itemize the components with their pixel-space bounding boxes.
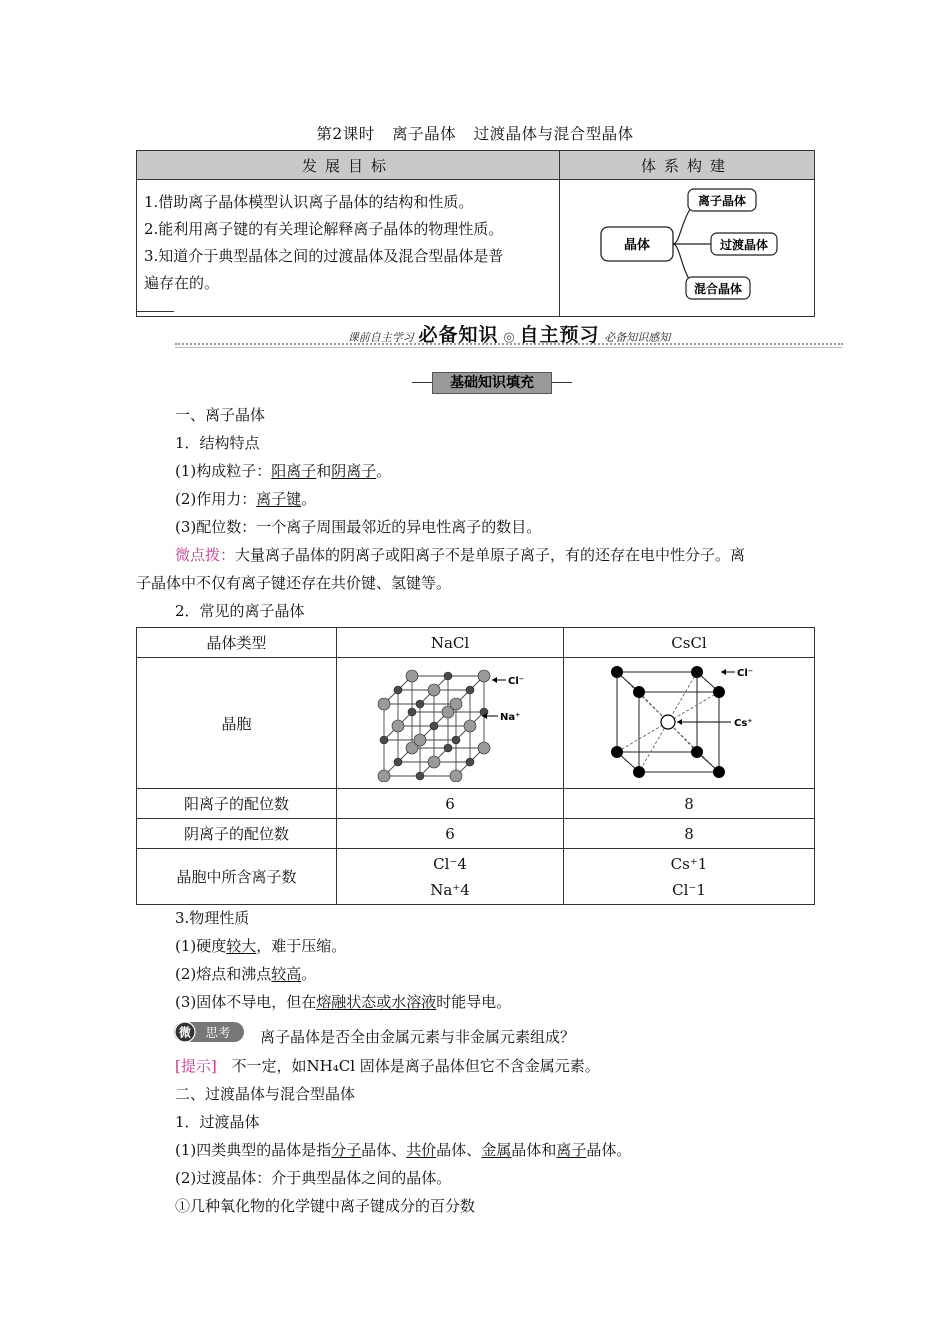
line-four-types: (1)四类典型的晶体是指分子晶体、共价晶体、金属晶体和离子晶体。	[175, 1141, 632, 1159]
page-title	[0, 122, 950, 144]
system-diagram	[561, 181, 813, 315]
na-ion	[452, 736, 460, 744]
blank-covalent: 共价	[406, 1141, 437, 1159]
hint-line: [提示] 不一定，如NH₄Cl 固体是离子晶体但它不含金属元素。	[175, 1057, 600, 1075]
cl-ion	[478, 670, 490, 682]
tip-line-2: 子晶体中不仅有离子键还存在共价键、氢键等。	[136, 574, 452, 592]
line-particles: (1)构成粒子：阳离子和阴离子。	[175, 462, 392, 480]
na-ion	[466, 758, 474, 766]
cell-nacl-count-cl: Cl⁻4	[433, 854, 467, 873]
na-ion	[416, 772, 424, 780]
micro-badge-char: 微	[178, 1025, 192, 1040]
na-ion	[466, 686, 474, 694]
cell-cscl-count-cs: Cs⁺1	[670, 854, 708, 873]
cl-ion	[378, 770, 390, 782]
goal-item: 3.知道介于典型晶体之间的过渡晶体及混合型晶体是普	[144, 247, 504, 265]
goal-item: 遍存在的。	[144, 274, 220, 292]
cl-ion	[478, 742, 490, 754]
blank-cation: 阳离子	[271, 462, 317, 480]
crystal-table	[136, 627, 815, 905]
cell-nacl-count-na: Na⁺4	[430, 880, 470, 899]
lesson-number: 第2课时	[316, 125, 375, 143]
cl-ion	[406, 670, 418, 682]
blank-ionic-bond: 离子键	[256, 490, 302, 508]
blank-hardness: 较大	[226, 937, 257, 955]
micro-question: 离子晶体是否全由金属元素与非金属元素组成？	[260, 1028, 576, 1046]
header-system: 体系构建	[560, 151, 815, 180]
nacl-label-cl: Cl⁻	[508, 676, 525, 687]
cscl-label-cs: Cs⁺	[734, 718, 753, 729]
goals-table	[136, 150, 815, 317]
cscl-label-cl: Cl⁻	[737, 668, 754, 679]
arrow-icon: ◎	[503, 330, 515, 345]
cl-ion	[428, 756, 440, 768]
cscl-unit-cell	[609, 664, 769, 782]
col-header-cscl: CsCl	[564, 628, 815, 658]
row-label-cation-cn: 阳离子的配位数	[137, 789, 337, 819]
blank-anion: 阴离子	[331, 462, 377, 480]
section-label	[412, 372, 572, 394]
goal-item: 2.能利用离子键的有关理论解释离子晶体的物理性质。	[144, 220, 504, 238]
subheading-physical-properties: 3.物理性质	[175, 909, 250, 927]
section-banner	[175, 320, 843, 350]
tip-label: 微点拨：	[175, 546, 236, 564]
na-ion	[394, 686, 402, 694]
banner-main-right: 自主预习	[519, 324, 600, 346]
blank-molecular: 分子	[331, 1141, 362, 1159]
diagram-branch-transition: 过渡晶体	[719, 238, 769, 252]
cl-ion	[392, 720, 404, 732]
line-hardness: (1)硬度较大，难于压缩。	[175, 937, 347, 955]
na-ion	[430, 722, 438, 730]
cl-ion	[450, 698, 462, 710]
na-ion	[394, 758, 402, 766]
tip-line-1: 微点拨：大量离子晶体的阴离子或阳离子不是单原子离子，有的还存在电中性分子。离	[175, 546, 746, 564]
na-ion	[444, 744, 452, 752]
heading-ionic-crystal: 一、离子晶体	[175, 406, 266, 424]
diagram-center-label: 晶体	[623, 238, 651, 253]
subheading-transition: 1．过渡晶体	[175, 1113, 260, 1131]
nacl-unit-cell	[370, 664, 530, 782]
cell-cscl-cation-cn: 8	[564, 789, 815, 819]
topic-transition: 过渡晶体与混合型晶体	[473, 125, 634, 143]
cell-cscl-anion-cn: 8	[564, 819, 815, 849]
line-transition-def: (2)过渡晶体：介于典型晶体之间的晶体。	[175, 1169, 452, 1187]
micro-think-badge	[174, 1021, 246, 1043]
row-label-anion-cn: 阴离子的配位数	[137, 819, 337, 849]
blank-melting: 较高	[271, 965, 302, 983]
line-coordination: (3)配位数：一个离子周围最邻近的异电性离子的数目。	[175, 518, 542, 536]
line-force: (2)作用力：离子键。	[175, 490, 317, 508]
na-ion	[380, 736, 388, 744]
micro-badge-text: 思考	[205, 1025, 231, 1040]
na-ion	[408, 708, 416, 716]
header-goals: 发展目标	[137, 151, 560, 180]
blank-metallic: 金属	[481, 1141, 512, 1159]
topic-ionic: 离子晶体	[392, 125, 457, 143]
subheading-common-crystals: 2．常见的离子晶体	[175, 602, 305, 620]
cl-ion	[464, 720, 476, 732]
table-tail-rule	[136, 311, 174, 312]
goal-item: 1.借助离子晶体模型认识离子晶体的结构和性质。	[144, 193, 474, 211]
heading-transition-mixed: 二、过渡晶体与混合型晶体	[175, 1085, 356, 1103]
hint-label: [提示]	[175, 1057, 217, 1075]
diagram-branch-mixed: 混合晶体	[693, 282, 743, 296]
nacl-label-na: Na⁺	[500, 712, 521, 723]
cell-nacl-cation-cn: 6	[337, 789, 564, 819]
line-melting-point: (2)熔点和沸点较高。	[175, 965, 317, 983]
cl-ion	[414, 734, 426, 746]
na-ion	[444, 672, 452, 680]
na-ion	[416, 700, 424, 708]
blank-conductivity: 熔融状态或水溶液	[316, 993, 437, 1011]
cell-nacl-anion-cn: 6	[337, 819, 564, 849]
section-label-text: 基础知识填充	[432, 372, 552, 394]
cl-ion	[378, 698, 390, 710]
line-conductivity: (3)固体不导电，但在熔融状态或水溶液时能导电。	[175, 993, 512, 1011]
banner-main-left: 必备知识	[418, 324, 499, 346]
goal-list	[138, 181, 558, 297]
col-header-type: 晶体类型	[137, 628, 337, 658]
blank-ionic: 离子	[556, 1141, 587, 1159]
cell-cscl-count-cl: Cl⁻1	[672, 880, 706, 899]
diagram-branch-ionic: 离子晶体	[697, 194, 747, 208]
subheading-structure: 1．结构特点	[175, 434, 260, 452]
line-oxides: ①几种氧化物的化学键中离子键成分的百分数	[175, 1197, 476, 1215]
banner-left-text: 课前自主学习	[347, 331, 414, 344]
row-label-ion-count: 晶胞中所含离子数	[137, 849, 337, 905]
banner-right-text: 必备知识感知	[604, 331, 671, 344]
cl-ion	[428, 684, 440, 696]
col-header-nacl: NaCl	[337, 628, 564, 658]
cl-ion	[450, 770, 462, 782]
row-label-cell: 晶胞	[137, 658, 337, 789]
